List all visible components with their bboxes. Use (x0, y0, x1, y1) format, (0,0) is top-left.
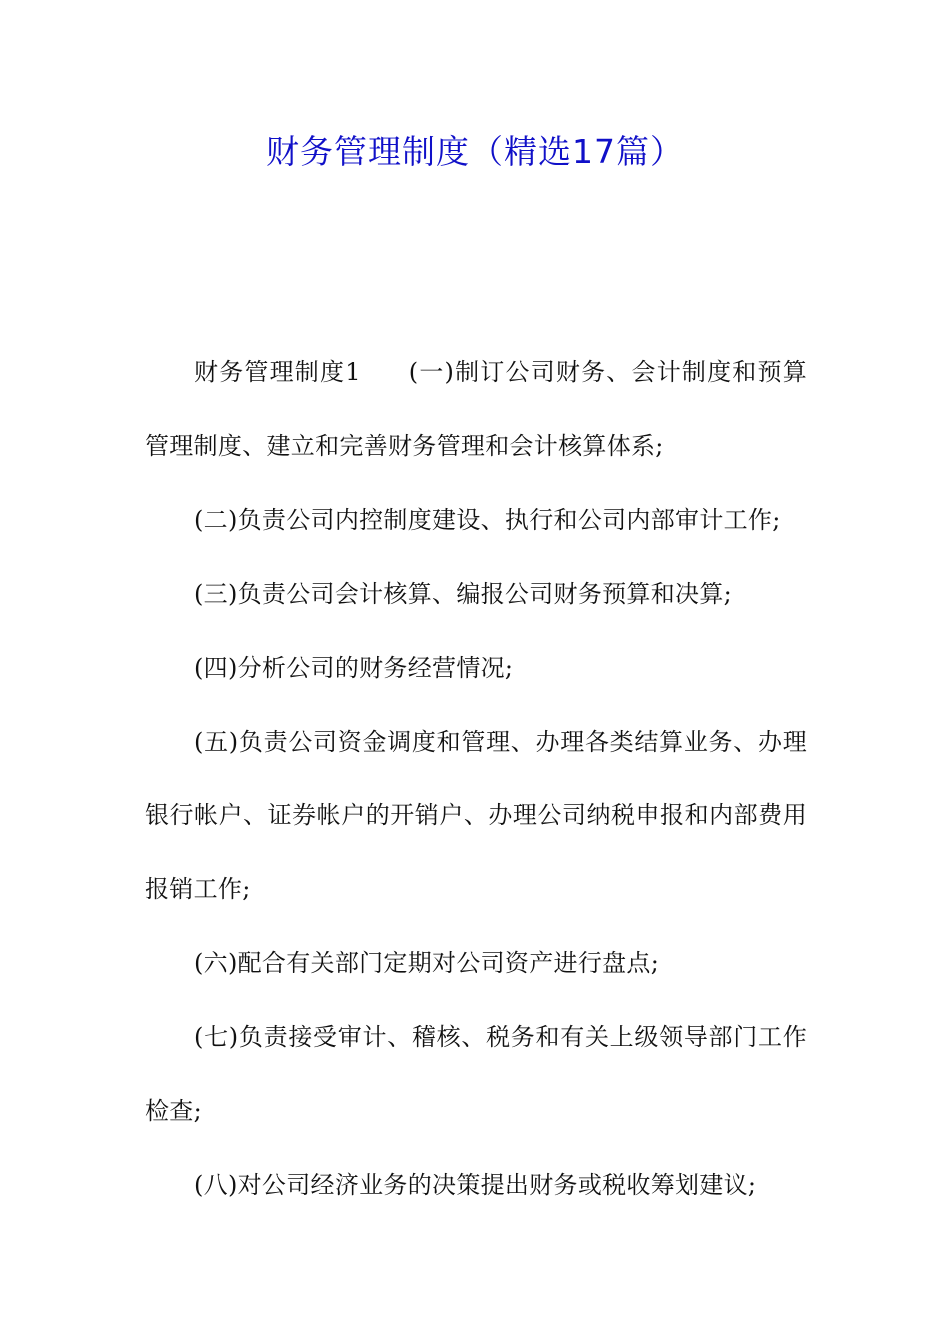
paragraph-4: (四)分析公司的财务经营情况; (194, 653, 514, 682)
document-title: 财务管理制度（精选17篇） (266, 132, 684, 171)
paragraph-6: (六)配合有关部门定期对公司资产进行盘点; (194, 949, 660, 978)
paragraph-3: (三)负责公司会计核算、编报公司财务预算和决算; (194, 579, 733, 608)
section-heading: 财务管理制度1 (194, 358, 361, 386)
paragraph-1 (145, 336, 807, 484)
paragraph-2: (二)负责公司内控制度建设、执行和公司内部审计工作; (194, 505, 781, 534)
paragraph-7: (七)负责接受审计、稽核、税务和有关上级领导部门工作检查; (145, 1023, 807, 1126)
paragraph-1-text: (一)制订公司财务、会计制度和预算管理制度、建立和完善财务管理和会计核算体系; (145, 358, 808, 460)
document-body (145, 336, 807, 1223)
paragraph-5: (五)负责公司资金调度和管理、办理各类结算业务、办理银行帐户、证券帐户的开销户、办理公司纳税申报和内部费用报销工作; (145, 727, 807, 904)
paragraph-8: (八)对公司经济业务的决策提出财务或税收筹划建议; (194, 1170, 757, 1199)
